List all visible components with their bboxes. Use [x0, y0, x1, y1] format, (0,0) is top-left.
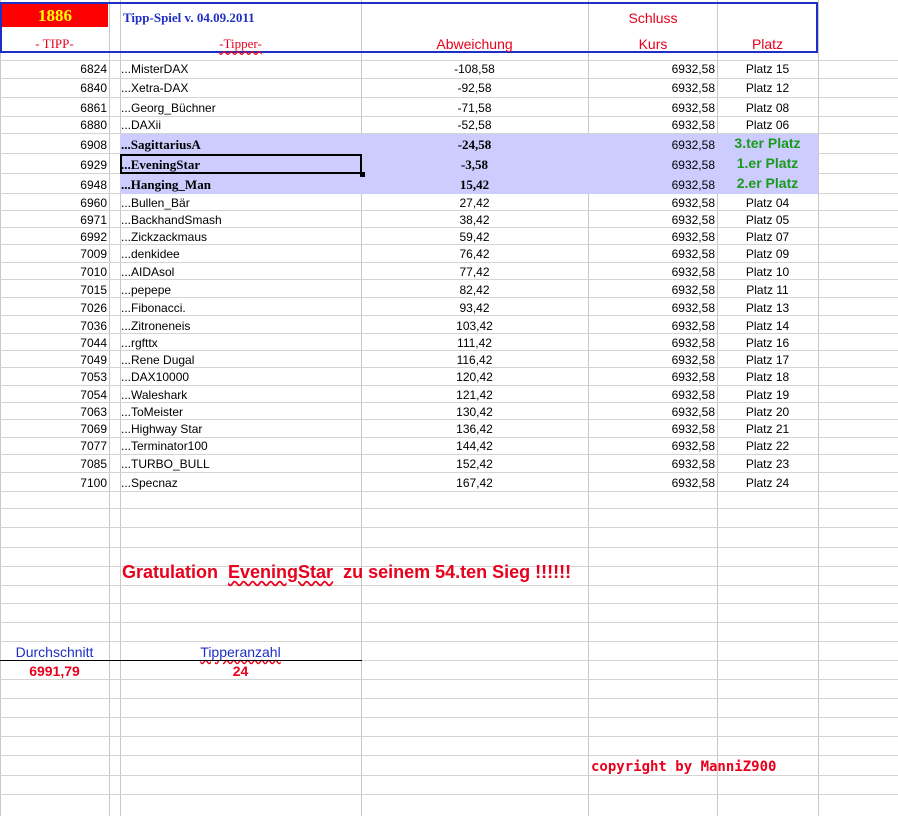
row-gridline: [0, 622, 898, 623]
kurs-cell[interactable]: 6932,58: [671, 118, 715, 132]
tipper-name-cell[interactable]: ...AIDAsol: [121, 265, 175, 279]
abweichung-cell[interactable]: -92,58: [457, 81, 492, 95]
tipper-name-cell[interactable]: ...Georg_Büchner: [121, 101, 216, 115]
tipp-cell[interactable]: 7063: [80, 405, 107, 419]
platz-cell[interactable]: Platz 07: [745, 230, 790, 244]
platz-cell[interactable]: 2.er Platz: [736, 175, 799, 191]
kurs-cell[interactable]: 6932,58: [671, 476, 715, 490]
platz-cell[interactable]: Platz 23: [745, 457, 790, 471]
platz-cell[interactable]: Platz 10: [745, 265, 790, 279]
platz-cell[interactable]: Platz 18: [745, 370, 790, 384]
row-gridline: [0, 717, 898, 718]
platz-cell[interactable]: Platz 04: [745, 196, 790, 210]
tipp-cell[interactable]: 6908: [80, 138, 107, 152]
kurs-cell[interactable]: 6932,58: [671, 388, 715, 402]
row-gridline: [0, 472, 898, 473]
row-gridline: [0, 97, 898, 98]
kurs-cell[interactable]: 6932,58: [671, 457, 715, 471]
abweichung-cell[interactable]: -71,58: [457, 101, 492, 115]
tipp-cell[interactable]: 6824: [80, 62, 107, 76]
kurs-cell[interactable]: 6932,58: [671, 101, 715, 115]
tipp-cell[interactable]: 6948: [80, 178, 107, 192]
abweichung-cell[interactable]: 38,42: [459, 213, 490, 227]
kurs-cell[interactable]: 6932,58: [671, 213, 715, 227]
tipper-name-cell[interactable]: ...DAXii: [121, 118, 162, 132]
kurs-cell[interactable]: 6932,58: [671, 353, 715, 367]
tipp-cell[interactable]: 7085: [80, 457, 107, 471]
row-gridline: [0, 547, 898, 548]
row-gridline: [0, 491, 898, 492]
abweichung-cell[interactable]: 82,42: [459, 283, 490, 297]
col-header-tipper: -Tipper-: [219, 36, 262, 51]
row-gridline: [0, 698, 898, 699]
congratulation-prefix: Gratulation: [122, 562, 219, 582]
abweichung-cell[interactable]: 121,42: [456, 388, 493, 402]
tipper-name-cell[interactable]: ...Specnaz: [121, 476, 178, 490]
abweichung-cell[interactable]: 136,42: [456, 422, 493, 436]
kurs-cell[interactable]: 6932,58: [671, 265, 715, 279]
kurs-cell[interactable]: 6932,58: [671, 405, 715, 419]
tipperanzahl-label: Tipperanzahl: [200, 644, 281, 660]
abweichung-cell[interactable]: 167,42: [456, 476, 493, 490]
platz-cell[interactable]: Platz 24: [745, 476, 790, 490]
platz-cell[interactable]: Platz 11: [746, 283, 789, 297]
kurs-cell[interactable]: 6932,58: [671, 319, 715, 333]
platz-cell[interactable]: Platz 13: [745, 301, 790, 315]
abweichung-cell[interactable]: 152,42: [456, 457, 493, 471]
row-gridline: [0, 527, 898, 528]
platz-cell[interactable]: Platz 08: [745, 101, 790, 115]
kurs-cell[interactable]: 6932,58: [671, 336, 715, 350]
kurs-cell[interactable]: 6932,58: [671, 158, 715, 172]
row-gridline: [0, 794, 898, 795]
tipp-cell[interactable]: 7049: [80, 353, 107, 367]
tipp-cell[interactable]: 6880: [80, 118, 107, 132]
congratulation-winner: EveningStar: [228, 562, 334, 582]
row-gridline: [0, 585, 898, 586]
abweichung-cell[interactable]: 76,42: [459, 247, 490, 261]
platz-cell[interactable]: Platz 15: [745, 62, 790, 76]
tipp-cell[interactable]: 7053: [80, 370, 107, 384]
col-header-tipp: - TIPP-: [35, 36, 74, 51]
schluss-label: Schluss: [628, 10, 678, 26]
platz-cell[interactable]: Platz 17: [745, 353, 790, 367]
abweichung-cell[interactable]: 111,42: [457, 336, 492, 350]
row-gridline: [0, 78, 898, 79]
tipper-name-cell[interactable]: ...EveningStar: [121, 157, 201, 172]
tipper-name-cell[interactable]: ...BackhandSmash: [121, 213, 222, 227]
tipp-cell[interactable]: 6929: [80, 158, 107, 172]
tipper-name-cell[interactable]: ...Waleshark: [121, 388, 188, 402]
platz-cell[interactable]: Platz 12: [745, 81, 790, 95]
tipper-name-cell[interactable]: ...Xetra-DAX: [121, 81, 189, 95]
abweichung-cell[interactable]: 27,42: [459, 196, 490, 210]
tipper-name-cell[interactable]: ...Hanging_Man: [121, 177, 211, 192]
abweichung-cell[interactable]: 59,42: [459, 230, 490, 244]
col-header-kurs: Kurs: [638, 36, 668, 52]
congratulation-message: [122, 562, 571, 582]
tipper-name-cell[interactable]: ...SagittariusA: [121, 137, 201, 152]
platz-cell[interactable]: Platz 20: [745, 405, 790, 419]
abweichung-cell[interactable]: 103,42: [456, 319, 493, 333]
tipp-cell[interactable]: 6971: [80, 213, 107, 227]
tipp-cell[interactable]: 7015: [80, 283, 107, 297]
tipper-name-cell[interactable]: ...rgfttx: [121, 336, 158, 350]
tipper-name-cell[interactable]: ...Terminator100: [121, 439, 208, 453]
tipp-cell[interactable]: 7036: [80, 319, 107, 333]
tipper-name-cell[interactable]: ...TURBO_BULL: [121, 457, 210, 471]
platz-cell[interactable]: Platz 05: [745, 213, 790, 227]
col-header-abweichung: Abweichung: [436, 36, 513, 52]
congratulation-suffix: zu seinem 54.ten Sieg !!!!!!: [343, 562, 572, 582]
abweichung-cell[interactable]: -24,58: [457, 137, 492, 152]
tipper-name-cell[interactable]: ...Zitroneneis: [121, 319, 191, 333]
fill-handle[interactable]: [360, 172, 365, 177]
abweichung-cell[interactable]: -52,58: [457, 118, 492, 132]
row-gridline: [0, 508, 898, 509]
platz-cell[interactable]: Platz 16: [745, 336, 790, 350]
platz-cell[interactable]: Platz 21: [745, 422, 790, 436]
game-title: Tipp-Spiel v. 04.09.2011: [123, 10, 255, 25]
row-gridline: [0, 454, 898, 455]
platz-cell[interactable]: 1.er Platz: [736, 155, 799, 171]
tipper-name-cell[interactable]: ...Zickzackmaus: [121, 230, 208, 244]
abweichung-cell[interactable]: 144,42: [456, 439, 493, 453]
stats-divider: [0, 660, 362, 661]
abweichung-cell[interactable]: 116,42: [456, 353, 493, 367]
tipp-cell[interactable]: 7010: [80, 265, 107, 279]
tipp-cell[interactable]: 7044: [80, 336, 107, 350]
kurs-cell[interactable]: 6932,58: [671, 283, 715, 297]
tipper-name-cell[interactable]: ...pepepe: [121, 283, 172, 297]
row-gridline: [0, 641, 898, 642]
kurs-cell[interactable]: 6932,58: [671, 230, 715, 244]
kurs-cell[interactable]: 6932,58: [671, 301, 715, 315]
abweichung-cell[interactable]: 77,42: [459, 265, 490, 279]
row-gridline: [0, 775, 898, 776]
abweichung-cell[interactable]: -3,58: [460, 157, 489, 172]
tipper-name-cell[interactable]: ...Highway Star: [121, 422, 203, 436]
row-gridline: [0, 679, 898, 680]
kurs-cell[interactable]: 6932,58: [671, 62, 715, 76]
game-number: 1886: [38, 6, 72, 25]
durchschnitt-value: 6991,79: [29, 663, 80, 679]
abweichung-cell[interactable]: 93,42: [459, 301, 490, 315]
tipp-cell[interactable]: 7026: [80, 301, 107, 315]
row-gridline: [0, 262, 898, 263]
tipper-name-cell[interactable]: ...denkidee: [121, 247, 180, 261]
tipper-name-cell[interactable]: ...Bullen_Bär: [121, 196, 190, 210]
kurs-cell[interactable]: 6932,58: [671, 196, 715, 210]
platz-cell[interactable]: Platz 09: [745, 247, 790, 261]
platz-cell[interactable]: Platz 22: [745, 439, 790, 453]
abweichung-cell[interactable]: -108,58: [454, 62, 495, 76]
tipp-cell[interactable]: 6840: [80, 81, 107, 95]
tipp-cell[interactable]: 7077: [80, 439, 107, 453]
row-gridline: [0, 736, 898, 737]
tipp-cell[interactable]: 6861: [80, 101, 107, 115]
kurs-cell[interactable]: 6932,58: [671, 439, 715, 453]
abweichung-cell[interactable]: 120,42: [456, 370, 493, 384]
row-gridline: [0, 755, 898, 756]
kurs-cell[interactable]: 6932,58: [671, 247, 715, 261]
tipp-cell[interactable]: 7054: [80, 388, 107, 402]
row-gridline: [0, 385, 898, 386]
tipper-name-cell[interactable]: ...MisterDAX: [121, 62, 189, 76]
row-gridline: [0, 603, 898, 604]
tipper-name-cell[interactable]: ...Rene Dugal: [121, 353, 195, 367]
platz-cell[interactable]: Platz 19: [745, 388, 790, 402]
tipper-name-cell[interactable]: ...Fibonacci.: [121, 301, 186, 315]
durchschnitt-label: Durchschnitt: [15, 644, 94, 660]
kurs-cell[interactable]: 6932,58: [671, 370, 715, 384]
kurs-cell[interactable]: 6932,58: [671, 81, 715, 95]
abweichung-cell[interactable]: 15,42: [459, 177, 490, 192]
tipp-cell[interactable]: 6960: [80, 196, 107, 210]
active-cell-selection[interactable]: [120, 154, 362, 174]
kurs-cell[interactable]: 6932,58: [671, 138, 715, 152]
tipp-cell[interactable]: 7069: [80, 422, 107, 436]
tipp-cell[interactable]: 7100: [80, 476, 107, 490]
tipper-name-cell[interactable]: ...ToMeister: [121, 405, 184, 419]
col-header-platz: Platz: [751, 36, 784, 52]
copyright-text: copyright by ManniZ900: [591, 759, 777, 775]
platz-cell[interactable]: Platz 14: [745, 319, 790, 333]
tipperanzahl-value: 24: [232, 663, 249, 679]
platz-cell[interactable]: Platz 06: [745, 118, 790, 132]
abweichung-cell[interactable]: 130,42: [456, 405, 493, 419]
tipp-cell[interactable]: 6992: [80, 230, 107, 244]
kurs-cell[interactable]: 6932,58: [671, 178, 715, 192]
kurs-cell[interactable]: 6932,58: [671, 422, 715, 436]
tipper-name-cell[interactable]: ...DAX10000: [121, 370, 190, 384]
platz-cell[interactable]: 3.ter Platz: [734, 135, 801, 151]
tipp-cell[interactable]: 7009: [80, 247, 107, 261]
